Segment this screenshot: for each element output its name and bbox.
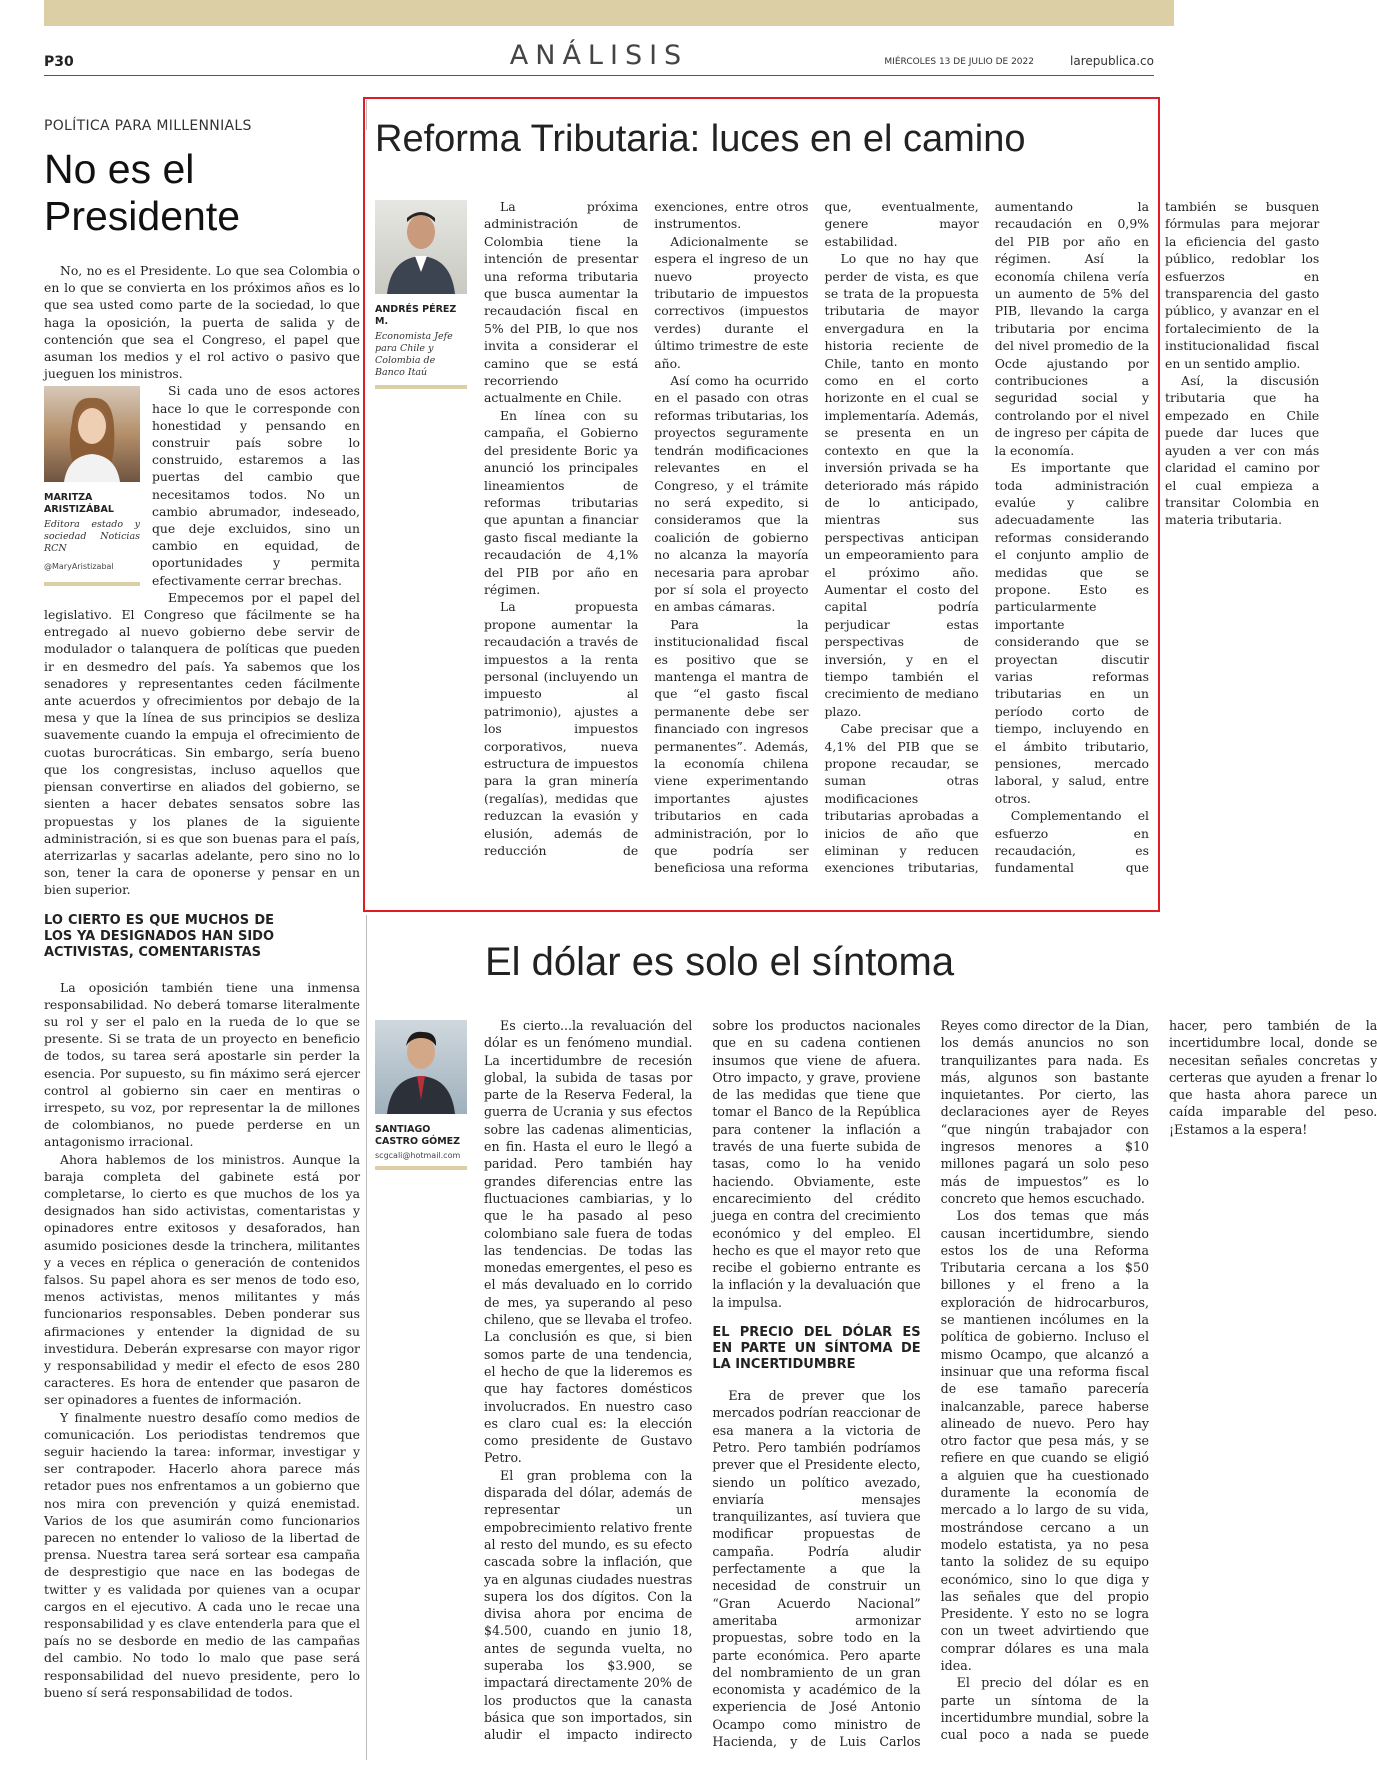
paragraph: Así, la discusión tributaria que ha empezado en Chile puede dar luces que ayuden a ver con más claridad el camino por el cual empieza a transitar Colombia en materia tributaria. [1165, 373, 1320, 528]
paragraph: La próxima administración de Colombia tiene la intención de presentar una reforma tributaria que busca aumentar la recaudación fiscal en 5% del PIB, lo que nos invita a considerar el camino que se está recorriendo actualmente en Chile. [484, 199, 639, 406]
article-kicker: POLÍTICA PARA MILLENNIALS [44, 118, 252, 134]
author-photo [375, 200, 467, 294]
paragraph: Para la institucionalidad fiscal es positivo que se mantenga el mantra de que “el gasto fiscal permanente debe ser financiado con ingresos permanentes”. Además, la economía chilena viene experimentando importantes ajustes tributarios en cada administración, por lo que podría ser beneficiosa una reforma que, eventualmente, genere mayor estabilidad. [654, 199, 979, 876]
paragraph: Es importante que toda administración evalúe y calibre adecuadamente las reformas considerando el conjunto amplio de medidas que se propone. Esto es particularmente importante considerando que se proyectan discutir varias reformas tributarias en un período corto de tiempo, incluyendo en el ámbito tributario, pensiones, mercado laboral, y salud, entre otros. [994, 460, 1149, 806]
paragraph: Adicionalmente se espera el ingreso de un nuevo proyecto tributario de impuestos correctivos (impuestos verdes) durante el último trimestre de este año. [654, 233, 809, 371]
paragraph: Lo que no hay que perder de vista, es que se trata de la propuesta tributaria de mayor envergadura en la historia reciente de Chile, tanto en monto como en el corto horizonte en el cual se implementaría. Además, se presenta en un contexto en que la inversión privada se ha deteriorado más rápido de lo anticipado, mientras sus perspectivas anticipan un empeoramiento para el próximo año. Aumentar el costo del capital podría perjudicar estas perspectivas de inversión, y en el tiempo también el crecimiento de mediano plazo. [824, 251, 979, 719]
page-number: P30 [44, 54, 74, 70]
article-headline: El dólar es solo el síntoma [485, 940, 955, 984]
author-handle[interactable]: scgcali@hotmail.com [375, 1151, 461, 1160]
paragraph: Si cada uno de esos actores hace lo que le corresponde con honestidad y pensando en construir país sobre lo construido, estaremos a las puertas del cambio que necesitamos todos. No un cambio abrumador, indeseado, que deje excluidos, sino un cambio en equidad, de oportunidades y permita efectivamente cerrar brechas. [152, 383, 360, 588]
article-body [44, 262, 360, 1701]
author-name: ANDRÉS PÉREZ M. [375, 304, 457, 327]
paragraph: No, no es el Presidente. Lo que sea Colombia o en lo que se convierta en los próximos años es lo que sea usted como parte de la sociedad, lo que haga la oposición, la puerta de salida y de contención que sea el Congreso, el papel que asuman los medios y el rol activo o pasivo que jueguen los ministros. [44, 263, 360, 382]
paragraph: Es cierto...la revaluación del dólar es un fenómeno mundial. La incertidumbre de recesión global, la subida de tasas por parte de la Reserva Federal, la guerra de Ucrania y sus efectos sobre las cadenas alimenticias, en fin. Hasta el euro le llegó a paridad. Pero también hay grandes diferencias entre las fluctuaciones cambiarias, y lo que le ha pasado al peso colombiano sale fuera de todas las tendencias. De todas las monedas emergentes, el peso es el más devaluado en lo corrido de mes, ya superando al peso chileno, que se llevaba el trofeo. La conclusión es que, si bien somos parte de una tendencia, el hecho de que la lideremos es que hay factores domésticos involucrados. En nuestro caso es claro cual es: la elección como presidente de Gustavo Petro. [484, 1018, 693, 1466]
article-headline: Reforma Tributaria: luces en el camino [375, 118, 1026, 160]
article-body [484, 1017, 1377, 1752]
author-name: SANTIAGO CASTRO GÓMEZ [375, 1124, 461, 1147]
paragraph: Los dos temas que más causan incertidumbre, siendo estos los de una Reforma Tributaria cercana a los $50 billones y el freno a la exploración de hidrocarburos, se mantienen incólumes en la política de gobierno. Incluso el mismo Ocampo, que alcanzó a insinuar que una reforma fiscal de ese tamaño parecería inalcanzable, parece haberse alineado de nuevo. Pero hay otro factor que pesa más, y se refiere en que cuando se eligió a alguien que ha cuestionado duramente la economía de mercado a lo largo de su vida, mostrándose cercano a un modelo estatista, ya no pesa tanto la solidez de su equipo económico, sino lo que diga y las señales que del propio Presidente. Y esto no se logra con un tweet advirtiendo que comprar dólares es una mala idea. [940, 1208, 1149, 1673]
author-card-bar [44, 582, 140, 586]
paragraph: Y finalmente nuestro desafío como medios de comunicación. Los periodistas tendremos que seguir haciendo la tarea: informar, investigar y ser contrapoder. Hacerlo ahora parece más retador pues nos enfrentamos a un gobierno que nos mira con prevención y quizá enemistad. Varios de los que asumirán como funcionarios parecen no entender lo valioso de la libertad de prensa. Nuestra tarea será sortear esa campaña de desprestigio que nace en las bodegas de twitter y es validada por quienes van a ocupar cargos en el ejecutivo. A cada uno le recae una responsabilidad y es clave entenderla para que el país no se desborde en medio de las campañas del cambio. No todo lo malo que pase será responsabilidad del nuevo presidente, pero lo bueno sí será responsabilidad de todos. [44, 1409, 360, 1700]
paragraph: La oposición también tiene una inmensa responsabilidad. No deberá tomarse literalmente su rol y ser el palo en la rueda de lo que se presente. Si se trata de un proyecto en beneficio de todos, su tarea será apostarle sin perder la esencia. Por supuesto, su fin máximo será ejercer control al gobierno sin caer en mentiras o irrespeto, su voz, por representar la de millones de colombianos, no puede perderse en un antagonismo irracional. [44, 979, 360, 1150]
column-divider [366, 915, 367, 1760]
author-role: Economista Jefe para Chile y Colombia de Banco Itaú [375, 331, 453, 378]
article-headline: No es el Presidente [44, 146, 241, 239]
top-color-band [44, 0, 1174, 26]
paragraph: La propuesta propone aumentar la recaudación a través de impuestos a la renta personal (incluyendo un impuesto al patrimonio), ajustes a los impuestos corporativos, nueva estructura de impuestos para la gran minería (regalías), medidas que reduzcan la evasión y elusión, además de reducción de exenciones, entre otros instrumentos. [484, 199, 809, 859]
page-header [44, 36, 1154, 76]
paragraph: Ahora hablemos de los ministros. Aunque la baraja completa del gabinete está por completarse, lo cierto es que muchos de los ya designados han sido activistas, comentaristas y opinadores entre exitosos y desaforados, han asumido posiciones desde la trinchera, militantes y a veces en réplica o generación de contenidos falsos. Su papel ahora es ser menos de todo eso, menos activistas, menos militantes y más funcionarios responsables. Deben ponderar sus afirmaciones y entender la dignidad de su investidura. Deberán expresarse con mayor rigor y responsabilidad y medir el efecto de esos 280 caracteres. Es hora de entender que pasaron de ser opinadores a fuentes de información. [44, 1151, 360, 1408]
author-card-bar [375, 385, 467, 389]
paragraph: El gran problema con la disparada del dólar, además de representar un empobrecimiento relativo frente al resto del mundo, es su efecto cascada sobre la inflación, que ya en algunas ciudades nuestras supera los dos dígitos. Con la divisa ahora por encima de $4.500, cuando en junio 18, antes de segunda vuelta, no superaba los $3.900, se impactará directamente 20% de los productos que la canasta básica que son importados, sin aludir el impacto indirecto sobre los productos nacionales que en su cadena contienen insumos que viene de afuera. Otro impacto, y grave, proviene de las medidas que tiene que tomar el Banco de la República para contener la inflación a través de una fuerte subida de tasas, como lo ha venido haciendo. Obviamente, este encarecimiento del crédito juega en contra del crecimiento económico y del empleo. El hecho es que el mayor reto que recibe el gobierno entrante es la inflación y la devaluación que la impulsa. [484, 1018, 921, 1743]
pull-quote: LO CIERTO ES QUE MUCHOS DE LOS YA DESIGNADOS HAN SIDO ACTIVISTAS, COMENTARISTAS [44, 912, 274, 960]
article-text [484, 1017, 1377, 1752]
issue-date: MIÉRCOLES 13 DE JULIO DE 2022 [884, 57, 1034, 67]
paragraph: Era de prever que los mercados podrían reaccionar de esa manera a la victoria de Petro. Pero también podríamos prever que el Presidente electo, siendo un político avezado, enviaría mensajes tranquilizantes, así tuviera que modificar propuestas de campaña. Podría aludir perfectamente a que la necesidad de construir un “Gran Acuerdo Nacional” ameritaba armonizar propuestas, sobre todo en la parte económica. Pero aparte del nombramiento de un gran economista y académico de la experiencia de José Antonio Ocampo como ministro de Hacienda, y de Luis Carlos Reyes como director de la Dian, los demás anuncios no son tranquilizantes para nada. Es más, algunos son bastante inquietantes. Por cierto, las declaraciones ayer de Reyes “que ningún trabajador con ingresos menores a $10 millones pagará un solo peso más de impuestos” es lo concreto que hemos escuchado. [712, 1018, 1149, 1749]
section-title: ANÁLISIS [509, 40, 689, 71]
pull-quote: EL PRECIO DEL DÓLAR ES EN PARTE UN SÍNTOMA DE LA INCERTIDUMBRE [712, 1325, 921, 1373]
paragraph: Cabe precisar que a 4,1% del PIB que se propone recaudar, se suman otras modificaciones tributarias aprobadas a inicios de año que eliminan y reducen exenciones tributarias, aumentando la recaudación en 0,9% del PIB por año en régimen. Así la economía chilena vería un aumento de 5% del PIB, llevando la carga tributaria por encima del nivel promedio de la Ocde ajustando por contribuciones a seguridad social y controlando por el nivel de ingreso per cápita de la economía. [824, 199, 1149, 876]
author-handle[interactable]: @MaryAristizabal [44, 562, 114, 572]
author-card [375, 1020, 467, 1170]
author-photo [375, 1020, 467, 1114]
author-card-bar [375, 1166, 467, 1170]
paragraph: Empecemos por el papel del legislativo. El Congreso que fácilmente se ha entregado al nuevo gobierno debe servir de modulador o talanquera de políticas que pueden ir en desmedro del país. Ya sabemos que los senadores y representantes ceden fácilmente ante acuerdos y ofrecimientos por debajo de la mesa y que la línea de sus principios se desliza suavemente cuando la empuja el ofrecimiento de cuotas burocráticas. Sin embargo, sería bueno que los congresistas, incluso aquellos que piensan convertirse en aliados del gobierno, se sienten a hacer debates sensatos sobre las propuestas y los planes de la siguiente administración, si es que son buenas para el país, aterrizarlas y sacarlas adelante, pero sino no lo son, tener la cara de oponerse y pensar en un bien superior. [44, 589, 360, 898]
author-name: MARITZA ARISTIZÁBAL [44, 492, 114, 516]
paragraph: Así como ha ocurrido en el pasado con otras reformas tributarias, los proyectos seguramente tendrán modificaciones relevantes en el Congreso, y el trámite no será expedito, si consideramos que la coalición de gobierno no alcanza la mayoría necesaria para aprobar por sí sola el proyecto en ambas cámaras. [654, 373, 809, 615]
left-article [44, 118, 360, 1701]
article-text [484, 198, 1319, 888]
article-body [484, 198, 1320, 888]
site-link[interactable]: larepublica.co [1070, 54, 1154, 68]
author-card [375, 200, 467, 389]
author-photo [44, 386, 140, 482]
paragraph: El precio del dólar es en parte un síntoma de la incertidumbre mundial, sobre la cual poco a nada se puede hacer, pero también de la incertidumbre local, donde se necesitan señales concretas y certeras que ayuden a frenar lo que hasta ahora parece un caída imparable del peso. ¡Estamos a la espera! [940, 1018, 1377, 1743]
paragraph: Complementando el esfuerzo en recaudación, es fundamental que también se busquen fórmulas para mejorar la eficiencia del gasto público, redoblar los esfuerzos en transparencia del gasto público, y avanzar en el fortalecimiento de la institucionalidad fiscal en un sentido amplio. [994, 199, 1320, 876]
paragraph: En línea con su campaña, el Gobierno del presidente Boric ya anunció los principales lineamientos de reformas tributarias que apuntan a financiar gasto fiscal mediante la recaudación de 4,1% del PIB por año en régimen. [484, 407, 639, 597]
author-card [44, 386, 140, 585]
author-role: Editora estado y sociedad Noticias RCN [44, 519, 140, 555]
